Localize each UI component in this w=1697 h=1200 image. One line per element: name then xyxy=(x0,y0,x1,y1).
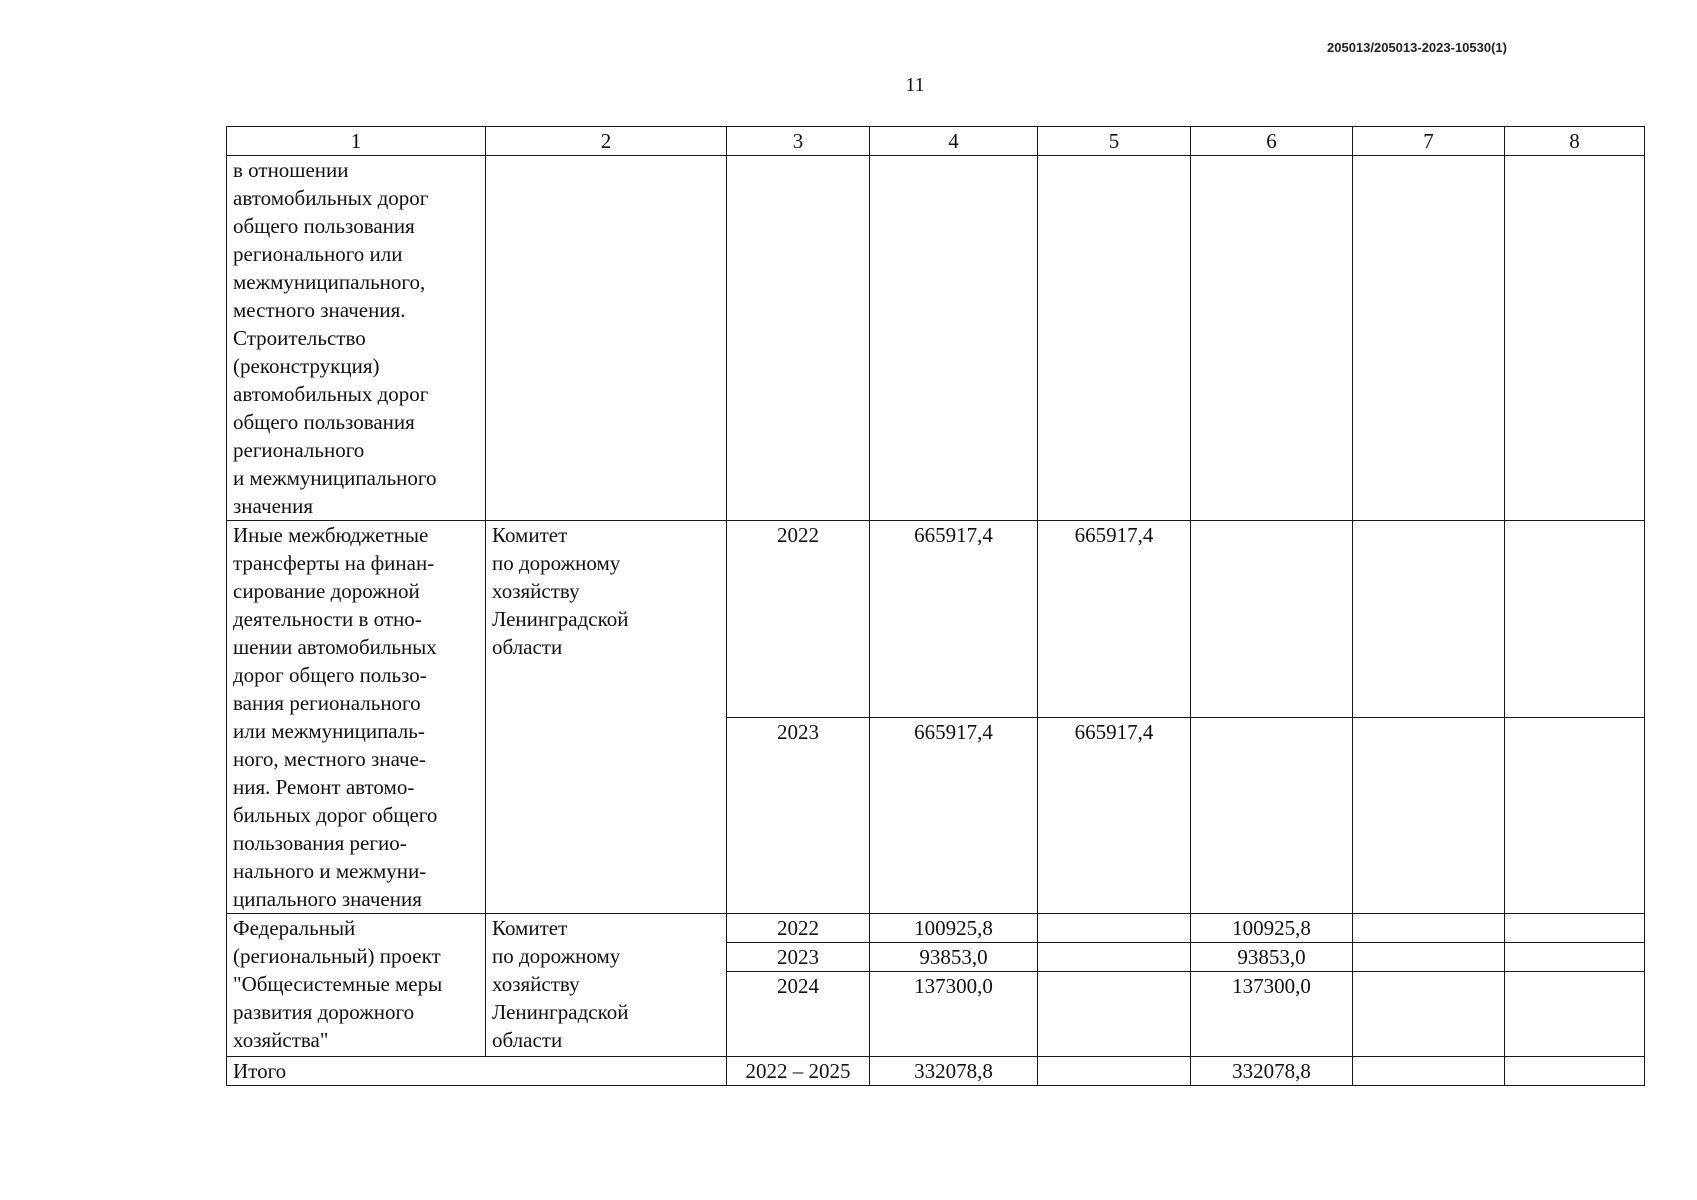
row2-year-1: 2022 xyxy=(727,521,870,718)
header-col-3: 3 xyxy=(727,127,870,156)
table-row xyxy=(227,156,1645,521)
row3-executor: Комитет по дорожному хозяйству Ленинградской области xyxy=(486,914,727,1057)
empty-cell xyxy=(1191,156,1353,521)
row2-col8-2 xyxy=(1505,717,1645,914)
row3-col5-1 xyxy=(1038,914,1191,943)
budget-table xyxy=(226,126,1645,1086)
header-col-4: 4 xyxy=(870,127,1038,156)
empty-cell xyxy=(1505,156,1645,521)
row2-col6-2 xyxy=(1191,717,1353,914)
total-label: Итого xyxy=(227,1057,727,1086)
row3-col6-1: 100925,8 xyxy=(1191,914,1353,943)
table-row xyxy=(227,521,1645,718)
row3-col4-2: 93853,0 xyxy=(870,943,1038,972)
page-number: 11 xyxy=(905,74,925,96)
row3-col4-3: 137300,0 xyxy=(870,972,1038,1057)
header-col-6: 6 xyxy=(1191,127,1353,156)
document-id: 205013/205013-2023-10530(1) xyxy=(1327,40,1507,55)
row3-col4-1: 100925,8 xyxy=(870,914,1038,943)
row3-col8-2 xyxy=(1505,943,1645,972)
row2-col6-1 xyxy=(1191,521,1353,718)
total-col4: 332078,8 xyxy=(870,1057,1038,1086)
row2-col5-1: 665917,4 xyxy=(1038,521,1191,718)
table-row xyxy=(227,914,1645,943)
total-year: 2022 – 2025 xyxy=(727,1057,870,1086)
row3-col8-3 xyxy=(1505,972,1645,1057)
row2-col4-1: 665917,4 xyxy=(870,521,1038,718)
total-row xyxy=(227,1057,1645,1086)
row3-col5-3 xyxy=(1038,972,1191,1057)
row3-col5-2 xyxy=(1038,943,1191,972)
empty-cell xyxy=(727,156,870,521)
row2-col8-1 xyxy=(1505,521,1645,718)
row3-year-1: 2022 xyxy=(727,914,870,943)
row2-year-2: 2023 xyxy=(727,717,870,914)
row2-col5-2: 665917,4 xyxy=(1038,717,1191,914)
empty-cell xyxy=(1038,156,1191,521)
row2-col7-2 xyxy=(1353,717,1505,914)
row1-description: в отношении автомобильных дорог общего пользования регионального или межмуниципального, местного значения. Строительство (реконструкция) автомобильных дорог общего пользования регионального и межмуниципального значения xyxy=(227,156,486,521)
row3-description: Федеральный (региональный) проект "Общесистемные меры развития дорожного хозяйства" xyxy=(227,914,486,1057)
row3-col7-2 xyxy=(1353,943,1505,972)
total-col8 xyxy=(1505,1057,1645,1086)
row3-col6-2: 93853,0 xyxy=(1191,943,1353,972)
total-col7 xyxy=(1353,1057,1505,1086)
row3-col7-1 xyxy=(1353,914,1505,943)
header-row xyxy=(227,127,1645,156)
row3-col6-3: 137300,0 xyxy=(1191,972,1353,1057)
empty-cell xyxy=(870,156,1038,521)
row2-description: Иные межбюджетные трансферты на финан- сирование дорожной деятельности в отно- шении автомобильных дорог общего пользо- вания регионального или межмуниципаль- ного, местного значе- ния. Ремонт автомо- бильных дорог общего пользования регио- нального и межмуни- ципального значения xyxy=(227,521,486,914)
row3-col8-1 xyxy=(1505,914,1645,943)
row3-year-3: 2024 xyxy=(727,972,870,1057)
row2-col4-2: 665917,4 xyxy=(870,717,1038,914)
header-col-2: 2 xyxy=(486,127,727,156)
header-col-7: 7 xyxy=(1353,127,1505,156)
row2-executor: Комитет по дорожному хозяйству Ленинградской области xyxy=(486,521,727,914)
total-col6: 332078,8 xyxy=(1191,1057,1353,1086)
row3-year-2: 2023 xyxy=(727,943,870,972)
empty-cell xyxy=(486,156,727,521)
header-col-1: 1 xyxy=(227,127,486,156)
header-col-5: 5 xyxy=(1038,127,1191,156)
row3-col7-3 xyxy=(1353,972,1505,1057)
total-col5 xyxy=(1038,1057,1191,1086)
empty-cell xyxy=(1353,156,1505,521)
row2-col7-1 xyxy=(1353,521,1505,718)
header-col-8: 8 xyxy=(1505,127,1645,156)
